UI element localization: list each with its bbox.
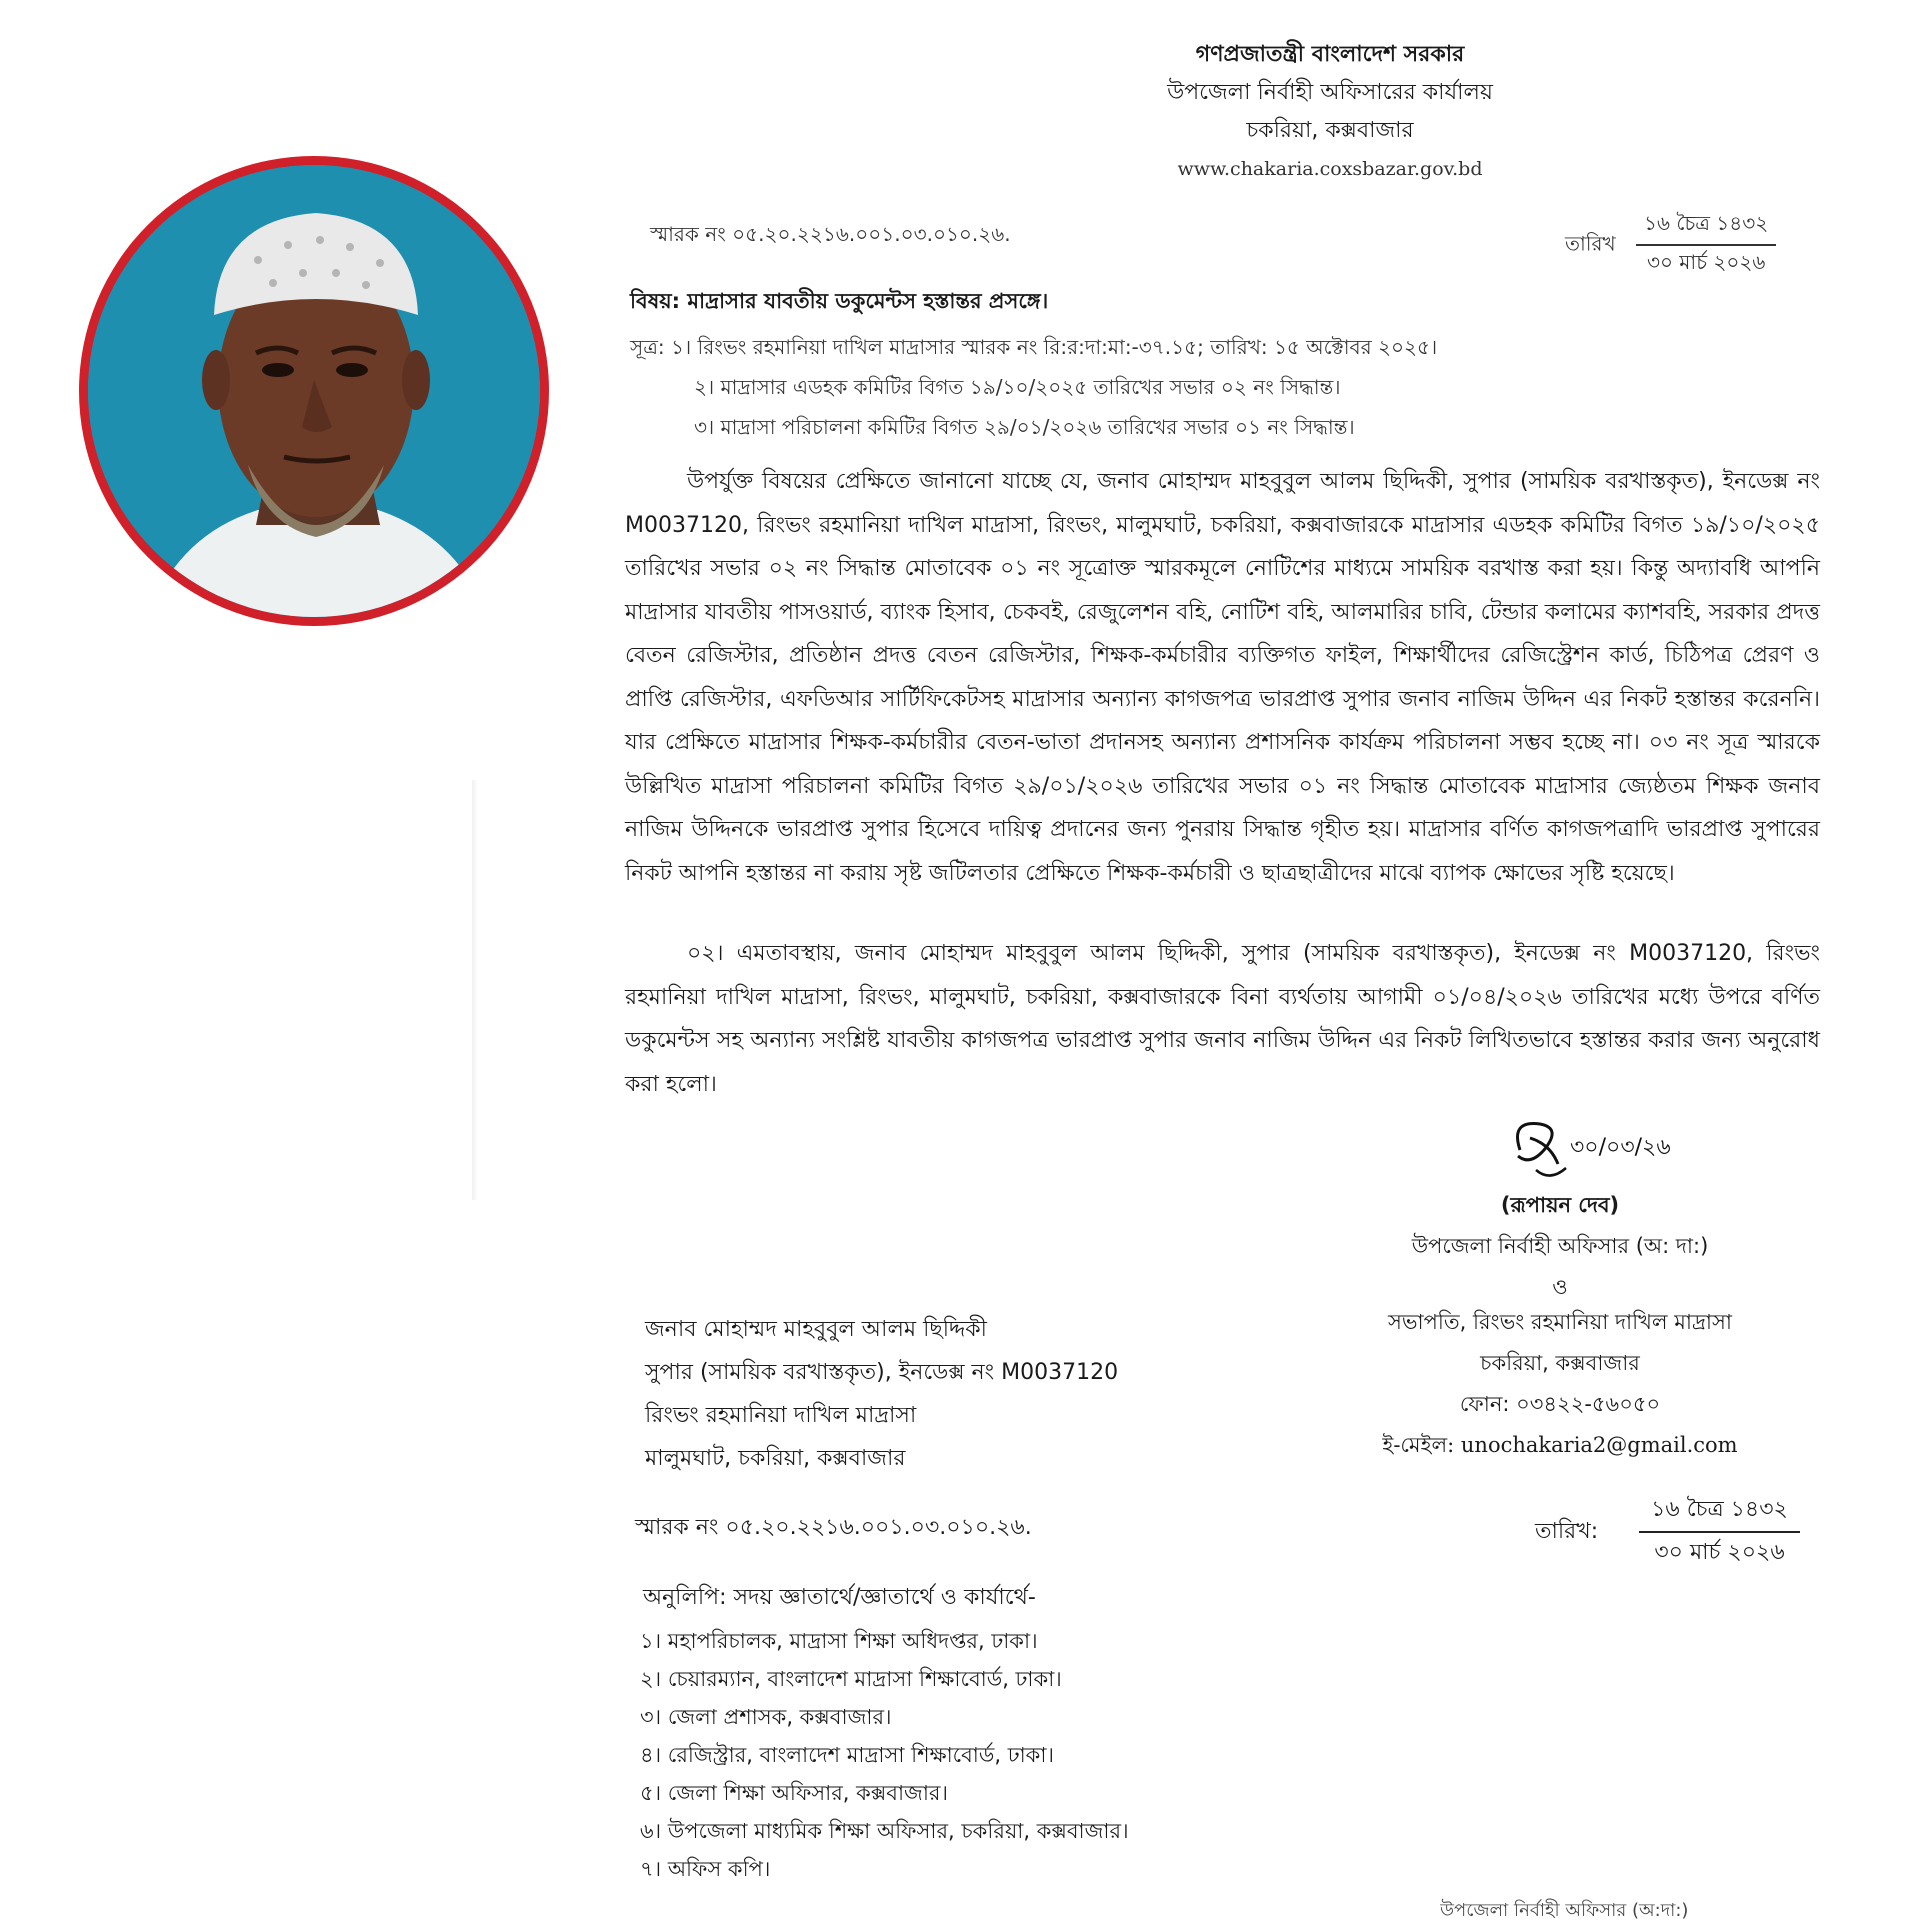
date-top-bangla: ১৬ চৈত্র ১৪৩২ [1636,207,1776,246]
handwritten-signature [1500,1110,1690,1190]
date-top-gregorian: ৩০ মার্চ ২০২৬ [1646,250,1766,274]
letterhead [900,36,1760,188]
memo-number-top: স্মারক নং ০৫.২০.২২১৬.০০১.০৩.০১০.২৬. [650,222,1011,246]
date-bottom [1535,1490,1800,1574]
paper-fold-shadow [472,780,478,1200]
signatory-block [1330,1185,1790,1308]
letterhead-website: www.chakaria.coxsbazar.gov.bd [1177,158,1483,180]
recipient-address [645,1308,1118,1480]
date-bottom-label: তারিখ: [1535,1519,1599,1544]
letterhead-office: উপজেলা নির্বাহী অফিসারের কার্যালয় [1167,80,1493,105]
date-bottom-bangla: ১৬ চৈত্র ১৪৩২ [1639,1490,1800,1533]
letterhead-location: চকরিয়া, কক্সবাজার [1246,118,1414,143]
body-paragraph-1: উপর্যুক্ত বিষয়ের প্রেক্ষিতে জানানো যাচ্ছে যে, জনাব মোহাম্মদ মাহবুবুল আলম ছিদ্দিকী, সুপার (সাময়িক বরখাস্তকৃত), ইনডেক্স নং M0037120, রিংভং রহমানিয়া দাখিল মাদ্রাসা, রিংভং, মালুমঘাট, চকরিয়া, কক্সবাজারকে মাদ্রাসার এডহক কমিটির বিগত ১৯/১০/২০২৫ তারিখের সভার ০২ নং সিদ্ধান্ত মোতাবেক ০১ নং সূত্রোক্ত স্মারকমূলে নোটিশের মাধ্যমে সাময়িক বরখাস্ত করা হয়। কিন্তু অদ্যাবধি আপনি মাদ্রাসার যাবতীয় পাসওয়ার্ড, ব্যাংক হিসাব, চেকবই, রেজুলেশন বহি, নোটিশ বহি, আলমারির চাবি, টেন্ডার কলামের ক্যাশবহি, সরকার প্রদত্ত বেতন রেজিস্টার, প্রতিষ্ঠান প্রদত্ত বেতন রেজিস্টার, শিক্ষক-কর্মচারীর ব্যক্তিগত ফাইল, শিক্ষার্থীদের রেজিস্ট্রেশন কার্ড, চিঠিপত্র প্রেরণ ও প্রাপ্তি রেজিস্টার, এফডিআর সার্টিফিকেটসহ মাদ্রাসার অন্যান্য কাগজপত্র ভারপ্রাপ্ত সুপার জনাব নাজিম উদ্দিন এর নিকট হস্তান্তর করেননি। যার প্রেক্ষিতে মাদ্রাসার শিক্ষক-কর্মচারীর বেতন-ভাতা প্রদানসহ অন্যান্য প্রশাসনিক কার্যক্রম পরিচালনা সম্ভব হচ্ছে না। ০৩ নং সূত্র স্মারকে উল্লিখিত মাদ্রাসা পরিচালনা কমিটির বিগত ২৯/০১/২০২৬ তারিখের সভার ০১ নং সিদ্ধান্ত মোতাবেক মাদ্রাসার জ্যেষ্ঠতম শিক্ষক জনাব নাজিম উদ্দিনকে ভারপ্রাপ্ত সুপার হিসেবে দায়িত্ব প্রদানের জন্য পুনরায় সিদ্ধান্ত গৃহীত হয়। মাদ্রাসার বর্ণিত কাগজপত্রাদি ভারপ্রাপ্ত সুপারের নিকট আপনি হস্তান্তর না করায় সৃষ্ট জটিলতার প্রেক্ষিতে শিক্ষক-কর্মচারী ও ছাত্রছাত্রীদের মাঝে ব্যাপক ক্ষোভের সৃষ্টি হয়েছে। [625,469,1820,886]
signatory-details [1330,1302,1790,1466]
signatory-title: উপজেলা নির্বাহী অফিসার (অ: দা:) [1411,1234,1709,1258]
recipient-line: রিংভং রহমানিয়া দাখিল মাদ্রাসা [645,1403,917,1428]
copy-item: ৩। জেলা প্রশাসক, কক্সবাজার। [640,1705,892,1729]
body-paragraph-2: ০২। এমতাবস্থায়, জনাব মোহাম্মদ মাহবুবুল আলম ছিদ্দিকী, সুপার (সাময়িক বরখাস্তকৃত), ইনডেক্স নং M0037120, রিংভং রহমানিয়া দাখিল মাদ্রাসা, রিংভং, মালুমঘাট, চকরিয়া, কক্সবাজারকে বিনা ব্যর্থতায় আগামী ০১/০৪/২০২৬ তারিখের মধ্যে উপরে বর্ণিত ডকুমেন্টস সহ অন্যান্য সংশ্লিষ্ট যাবতীয় কাগজপত্র ভারপ্রাপ্ত সুপার জনাব নাজিম উদ্দিন এর নিকট লিখিতভাবে হস্তান্তর করার জন্য অনুরোধ করা হলো। [625,941,1820,1097]
copy-item: ৭। অফিস কপি। [640,1857,771,1881]
letter-subject: বিষয়: মাদ্রাসার যাবতীয় ডকুমেন্টস হস্তান্তর প্রসঙ্গে। [630,289,1049,313]
copy-item: ৪। রেজিস্ট্রার, বাংলাদেশ মাদ্রাসা শিক্ষাবোর্ড, ঢাকা। [640,1743,1054,1767]
recipient-line: সুপার (সাময়িক বরখাস্তকৃত), ইনডেক্স নং M0037120 [645,1360,1119,1385]
portrait-image [88,165,540,617]
copy-item: ২। চেয়ারম্যান, বাংলাদেশ মাদ্রাসা শিক্ষাবোর্ড, ঢাকা। [640,1667,1062,1691]
memo-number-bottom: স্মারক নং ০৫.২০.২২১৬.০০১.০৩.০১০.২৬. [635,1515,1032,1540]
reference-item: সূত্র: ১। রিংভং রহমানিয়া দাখিল মাদ্রাসার স্মারক নং রি:র:দা:মা:-৩৭.১৫; তারিখ: ১৫ অক্টোবর ২০২৫। [630,335,1438,359]
copies-list [640,1622,1129,1888]
date-bottom-fraction [1639,1490,1800,1574]
copy-item: ৫। জেলা শিক্ষা অফিসার, কক্সবাজার। [640,1781,948,1805]
cut-off-signatory-line: উপজেলা নির্বাহী অফিসার (অ:দা:) [1440,1900,1689,1920]
date-top-label: তারিখ [1565,231,1616,256]
copies-title: অনুলিপি: সদয় জ্ঞাতার্থে/জ্ঞাতার্থে ও কার্যার্থে- [643,1585,1036,1610]
portrait-photo [79,156,549,626]
date-bottom-gregorian: ৩০ মার্চ ২০২৬ [1654,1540,1785,1565]
reference-item: ৩। মাদ্রাসা পরিচালনা কমিটির বিগত ২৯/০১/২০২৬ তারিখের সভার ০১ নং সিদ্ধান্ত। [694,415,1355,439]
references [630,327,1437,447]
signatory-name: (রূপায়ন দেব) [1500,1193,1620,1217]
signature-date: ৩০/০৩/২৬ [1570,1135,1671,1160]
signatory-and: ও [1552,1275,1568,1299]
signatory-email: ই-মেইল: unochakaria2@gmail.com [1382,1433,1738,1457]
recipient-line: জনাব মোহাম্মদ মাহবুবুল আলম ছিদ্দিকী [645,1317,987,1342]
copy-item: ৬। উপজেলা মাধ্যমিক শিক্ষা অফিসার, চকরিয়া, কক্সবাজার। [640,1819,1129,1843]
signatory-place: চকরিয়া, কক্সবাজার [1480,1351,1640,1375]
signatory-title2: সভাপতি, রিংভং রহমানিয়া দাখিল মাদ্রাসা [1388,1310,1732,1334]
date-top [1565,207,1776,283]
recipient-line: মালুমঘাট, চকরিয়া, কক্সবাজার [645,1446,906,1471]
letterhead-government: গণপ্রজাতন্ত্রী বাংলাদেশ সরকার [1195,42,1465,67]
copy-item: ১। মহাপরিচালক, মাদ্রাসা শিক্ষা অধিদপ্তর, ঢাকা। [640,1629,1038,1653]
reference-item: ২। মাদ্রাসার এডহক কমিটির বিগত ১৯/১০/২০২৫ তারিখের সভার ০২ নং সিদ্ধান্ত। [694,375,1341,399]
date-top-fraction [1636,207,1776,283]
signatory-phone: ফোন: ০৩৪২২-৫৬০৫০ [1459,1392,1661,1416]
